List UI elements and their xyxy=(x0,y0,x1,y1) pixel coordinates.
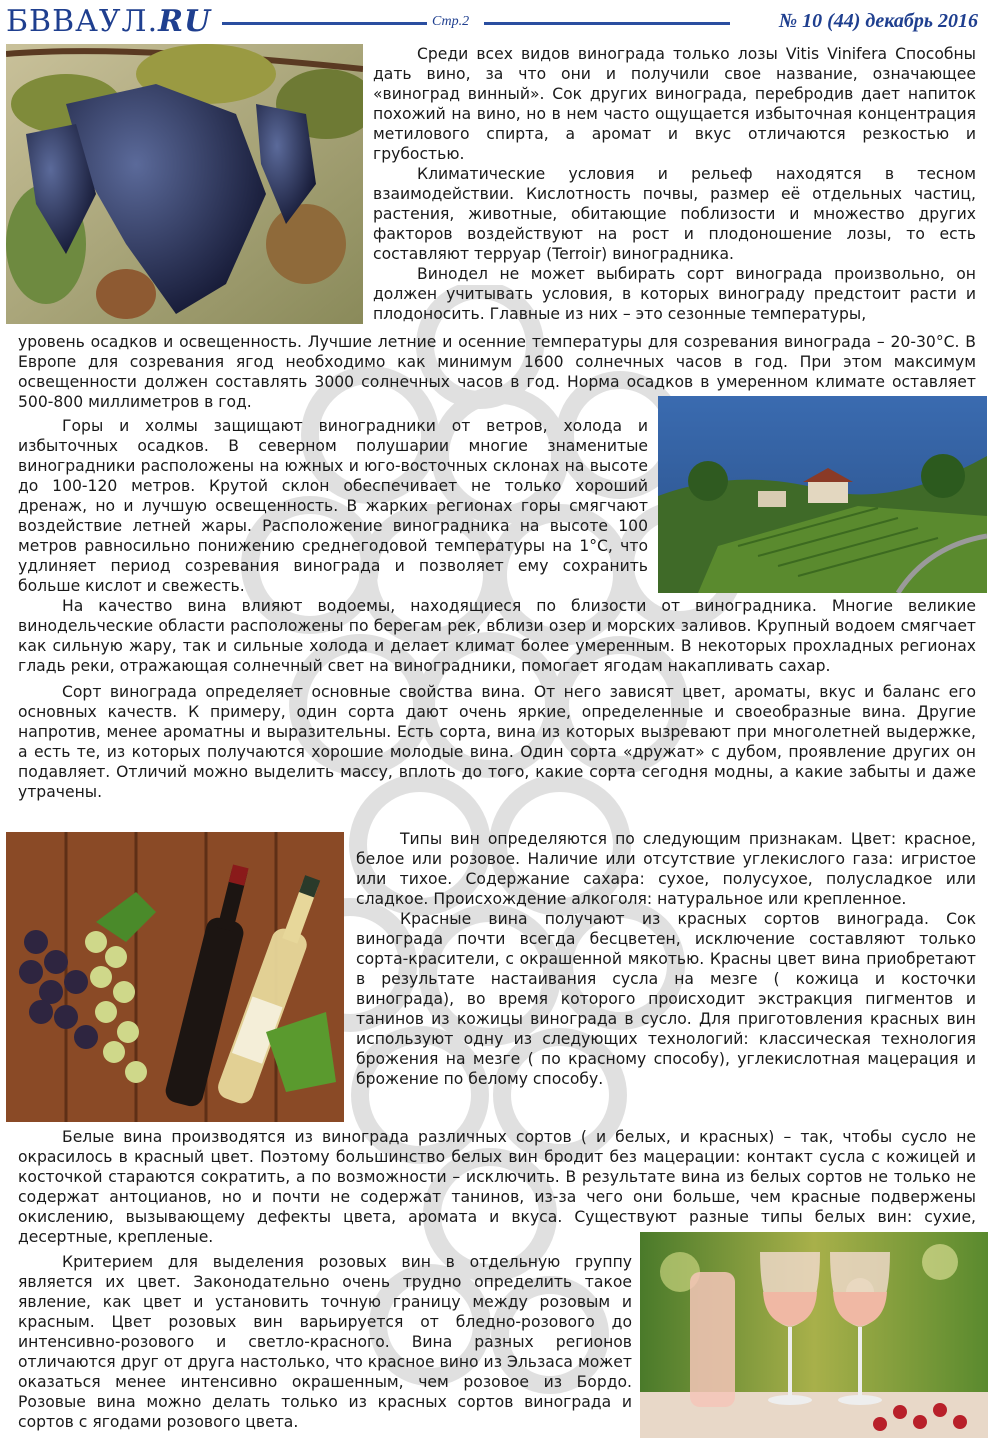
grape-clusters-photo xyxy=(6,44,363,324)
header-rule-right xyxy=(484,22,730,25)
paragraph: Среди всех видов винограда только лозы Vitis Vinifera Способны дать вино, за что они и получили свое название, означающее «виноград винный». Сок других винограда, перебродив дает напиток похожий на вино, но в нем часто ощущается избыточная концентрация метилового спирта, а аромат и вкус отличаются резкостью и грубостью. xyxy=(373,45,976,163)
wine-bottles-photo xyxy=(6,832,344,1122)
logo-main: БВВАУЛ. xyxy=(6,4,159,39)
header-rule-left xyxy=(222,22,427,25)
paragraph: Белые вина производятся из винограда различных сортов ( и белых, и красных) – так, чтобы сусло не окрасилось в красный цвет. Поэтому большинство белых вин бродит без мацерации: контакт сусла с кожицей и косточкой стараются сократить, а по возможности – исключить. В результате вина из белых сортов не только не содержат антоцианов, но и почти не содержат танинов, из-за чего они больше, чем красные подвержены окислению, вызывающему дефекты цвета, аромата и вкуса. Существуют разные типы белых вин: сухие, десертные, крепленые. xyxy=(18,1128,976,1246)
article-column-mid xyxy=(18,416,648,596)
article-column-bottom xyxy=(18,1252,632,1432)
site-logo xyxy=(6,4,211,39)
article-column-lower xyxy=(356,829,976,1089)
issue-label: № 10 (44) декабрь 2016 xyxy=(778,10,978,32)
article-column-top xyxy=(373,44,976,324)
logo-ru: RU xyxy=(158,4,212,39)
paragraph: Винодел не может выбирать сорт винограда произвольно, он должен учитывать условия, в которых винограду предстоит расти и плодоносить. Главные из них – это сезонные температуры, xyxy=(373,265,976,323)
paragraph: Горы и холмы защищают виноградники от ветров, холода и избыточных осадков. В северном полушарии многие знаменитые виноградники расположены на южных и юго-восточных склонах на высоте до 100-120 метров. Крутой склон обеспечивает не только хороший дренаж, но и лучшую освещенность. В жарких регионах горы смягчают воздействие летней жары. Расположение виноградника на высоте 100 метров равносильно понижению среднегодовой температуры на 1°С, что удлиняет период созревания винограда и позволяет ему сохранить больше кислот и свежесть. xyxy=(18,417,648,595)
paragraph: Критерием для выделения розовых вин в отдельную группу является их цвет. Законодательно очень трудно определить такое явление, как цвет и установить точную границу между розовым и красным. Цвет розовых вин варьируется от бледно-розового до интенсивно-розового и светло-красного. Вина разных регионов отличаются друг от друга настолько, что красное вино из Эльзаса может оказаться менее интенсивно окрашенным, чем розовое из Бордо. Розовые вина можно делать только из красных сортов винограда и сортов с ягодами розового цвета. xyxy=(18,1253,632,1431)
paragraph: Климатические условия и рельеф находятся в тесном взаимодействии. Кислотность почвы, размер её отдельных частиц, растения, животные, обитающие поблизости и множество других факторов воздействуют на рост и плодоношение лозы, то есть составляют терруар (Terroir) виноградника. xyxy=(373,165,976,263)
paragraph: На качество вина влияют водоемы, находящиеся по близости от виноградника. Многие великие винодельческие области расположены по берегам рек, вблизи озер и морских заливов. Крупный водоем смягчает как сильную жару, так и сильные холода и делает климат более умеренным. В некоторых прохладных регионах гладь реки, отражающая солнечный свет на виноградники, помогает ягодам накапливать сахар. xyxy=(18,597,976,675)
page-number: Стр.2 xyxy=(432,14,470,29)
article-fullwidth-3 xyxy=(18,1127,976,1247)
paragraph: Сорт винограда определяет основные свойства вина. От него зависят цвет, ароматы, вкус и баланс его основных качеств. К примеру, один сорта дают очень яркие, определенные и своеобразные вина. Другие напротив, менее ароматны и выразительны. Есть сорта, вина из которых вызревают при многолетней выдержке, а есть те, из которых получаются хорошие молодые вина. Один сорта «дружат» с дубом, проявление других он подавляет. Отличий можно выделить массу, вплоть до того, какие сорта сегодня модны, а какие забыты и даже утрачены. xyxy=(18,683,976,801)
paragraph: Типы вин определяются по следующим признакам. Цвет: красное, белое или розовое. Наличие или отсутствие углекислого газа: игристое или тихое. Содержание сахара: сухое, полусухое, полусладкое или сладкое. Происхождение алкоголя: натуральное или крепленное. xyxy=(356,830,976,908)
article-fullwidth-2 xyxy=(18,596,976,802)
paragraph: Красные вина получают из красных сортов винограда. Сок винограда почти всегда бесцветен, исключение составляют только сорта-красители, с окрашенной мякотью. Красны цвет вина приобретают в результате настаивания сусла на мезге ( кожица и косточки винограда), во время которого происходит экстракция пигментов и танинов из кожицы винограда в сусло. Для приготовления красных вин используют одну из следующих технологий: классическая технология брожения на мезге ( по красному способу), углекислотная мацерация и брожение по белому способу. xyxy=(356,910,976,1088)
paragraph: уровень осадков и освещенность. Лучшие летние и осенние температуры для созревания винограда – 20-30°С. В Европе для созревания ягод необходимо как минимум 1600 солнечных часов в год. При этом максимум освещенности должен составлять 3000 солнечных часов в год. Норма осадков в умеренном климате оставляет 500-800 миллиметров в год. xyxy=(18,333,976,411)
vineyard-lake-photo xyxy=(658,396,987,593)
rose-wine-glasses-photo xyxy=(640,1232,988,1438)
